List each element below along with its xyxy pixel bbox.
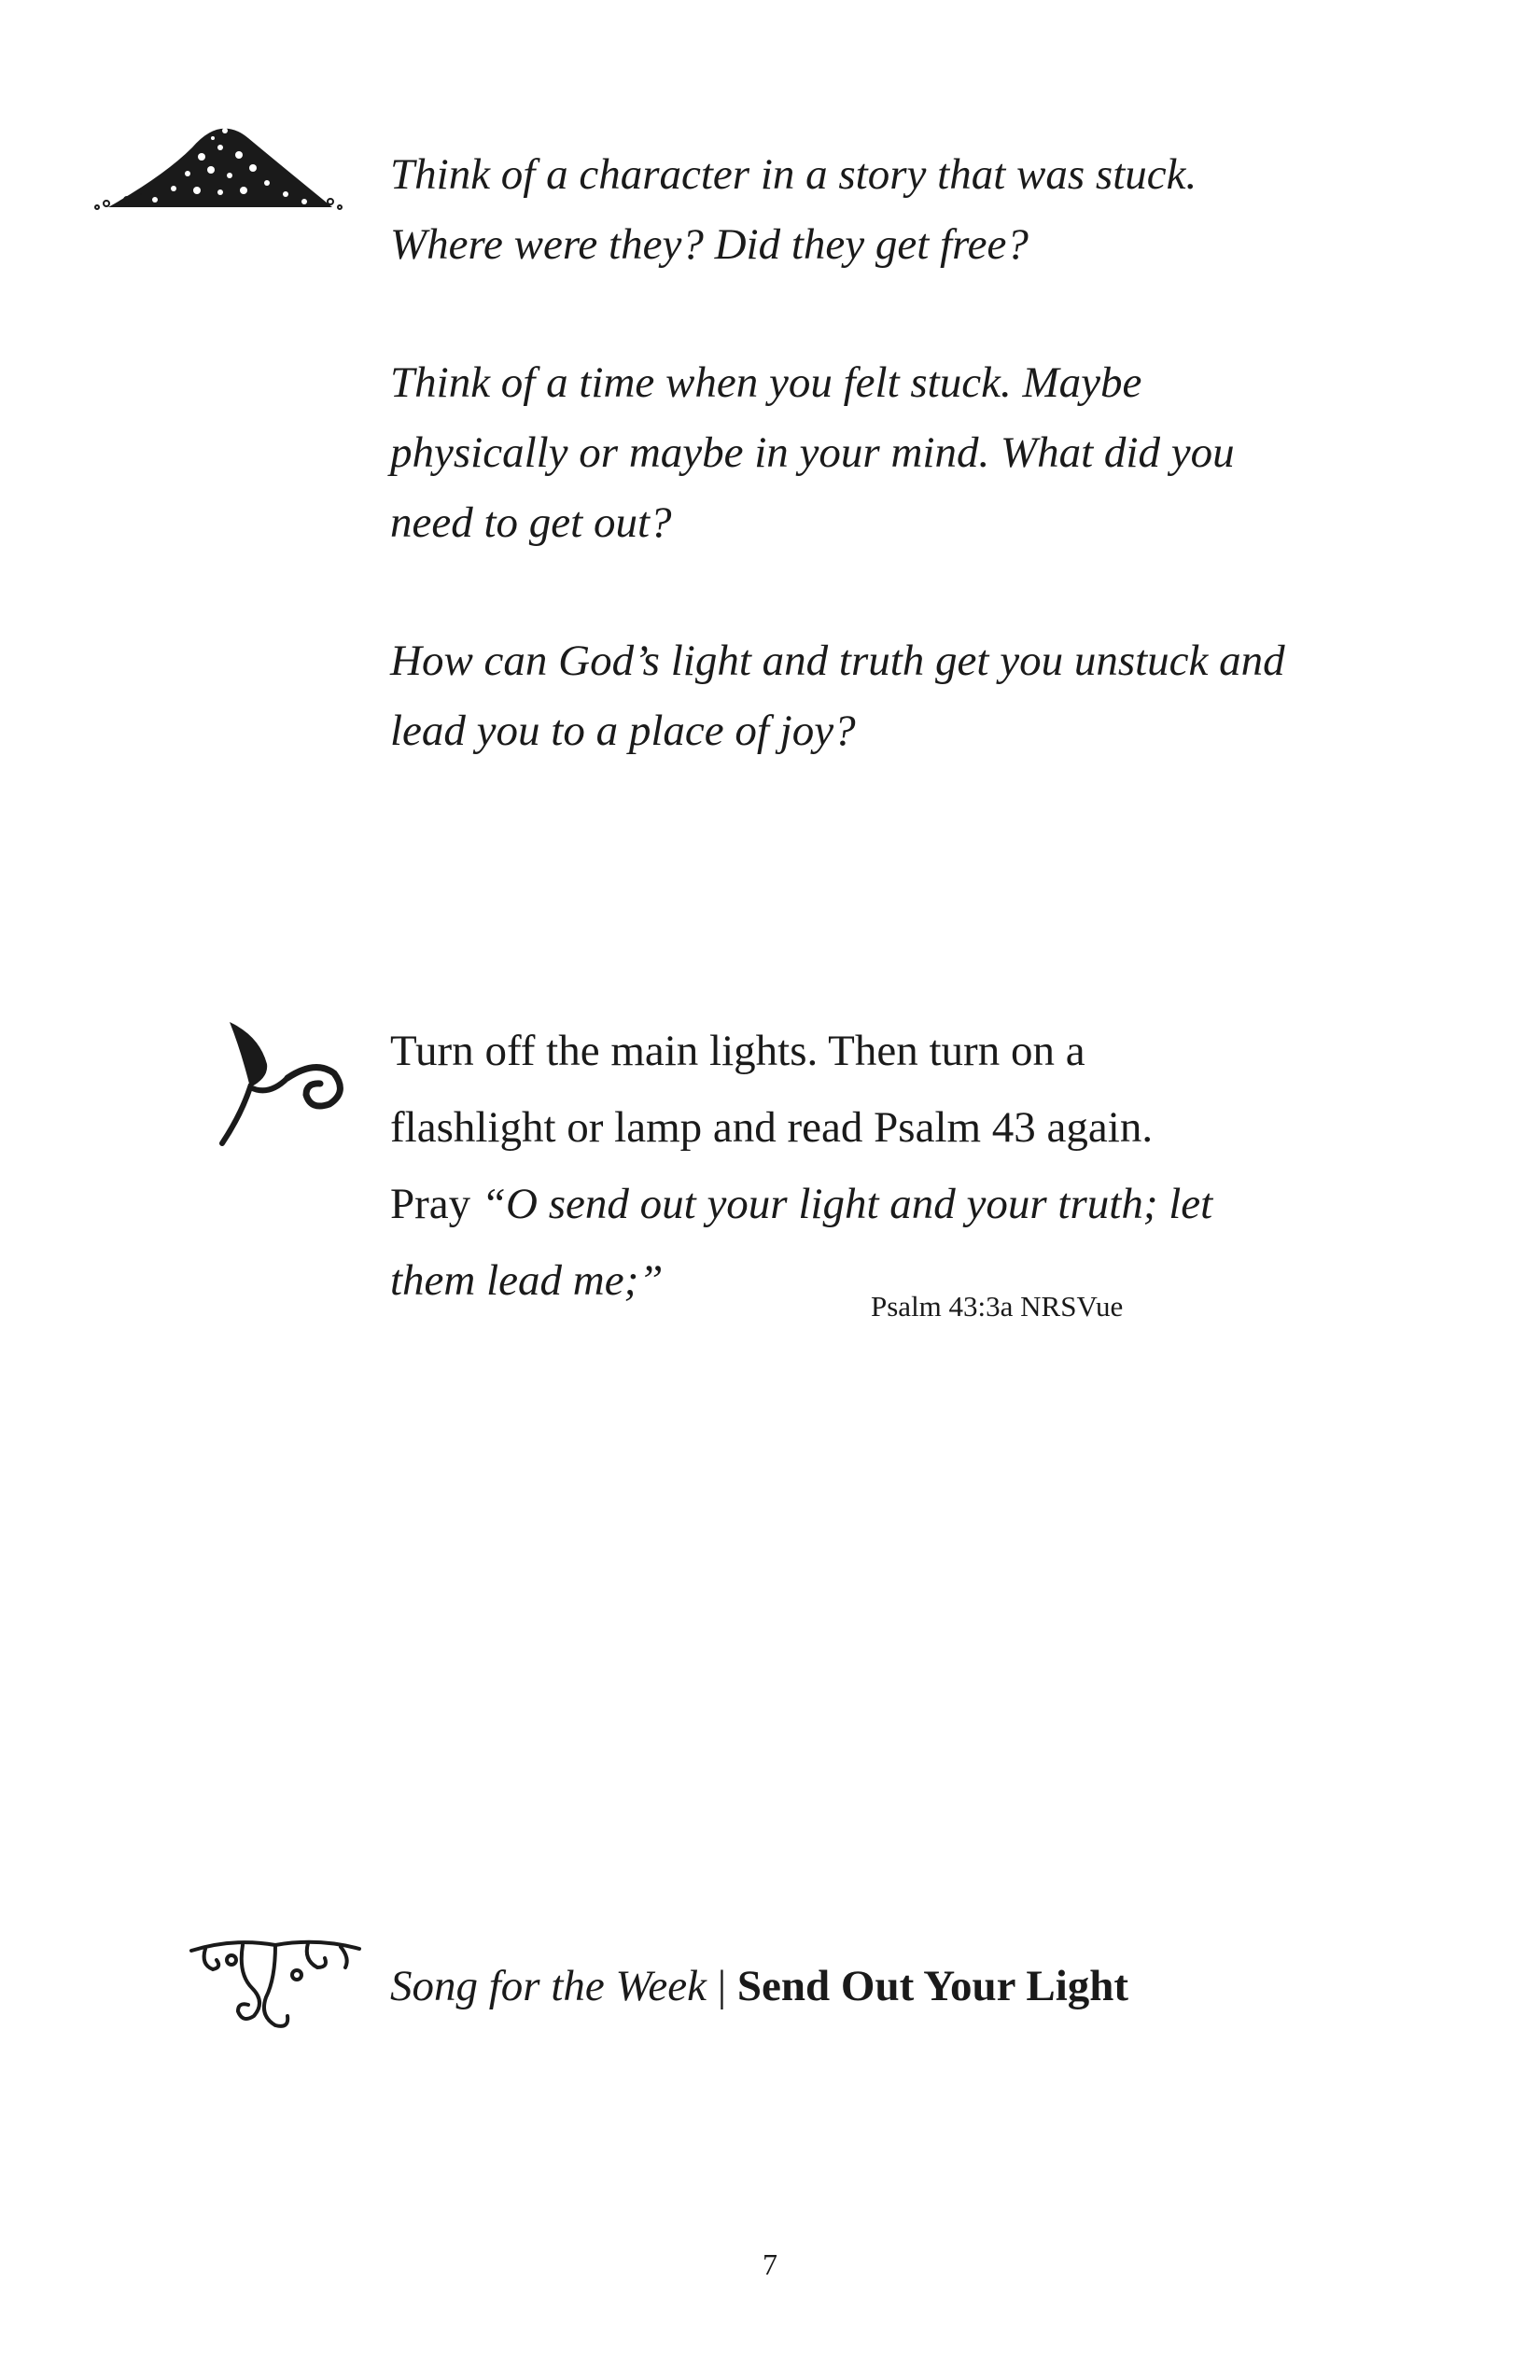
sprout-curl-icon [213,1013,371,1153]
flourish-vine-icon [187,1932,364,2035]
song-title: Send Out Your Light [736,1962,1129,2010]
prompt-line: need to get out? [390,498,672,547]
prayer-quote: them lead me;” [390,1256,664,1305]
page-number: 7 [763,2247,777,2281]
reflection-prompts [390,140,1417,834]
song-separator: | [706,1962,737,2010]
scripture-reference: Psalm 43:3a NRSVue [871,1290,1124,1323]
prompt-line: lead you to a place of joy? [390,707,856,755]
prayer-quote: “O send out your light and your truth; let [481,1180,1213,1228]
activity-line [390,1166,1323,1242]
song-for-the-week [390,1958,1417,2014]
prompt-paragraph [390,348,1417,558]
prompt-line: Where were they? Did they get free? [390,220,1029,269]
pray-label: Pray [390,1180,482,1228]
song-label: Song for the Week [390,1962,707,2010]
prompt-line: physically or maybe in your mind. What did you [390,428,1235,477]
prompt-paragraph [390,140,1417,280]
pebble-mound-icon [90,110,351,213]
activity-line: Turn off the main lights. Then turn on a [390,1027,1085,1075]
prompt-line: How can God’s light and truth get you unstuck and [390,637,1285,685]
activity-line: flashlight or lamp and read Psalm 43 again. [390,1103,1154,1152]
prompt-line: Think of a character in a story that was stuck. [390,150,1197,199]
activity-instructions [390,1013,1323,1323]
activity-line [390,1242,1323,1319]
prompt-paragraph [390,626,1417,766]
prompt-line: Think of a time when you felt stuck. Maybe [390,358,1142,407]
